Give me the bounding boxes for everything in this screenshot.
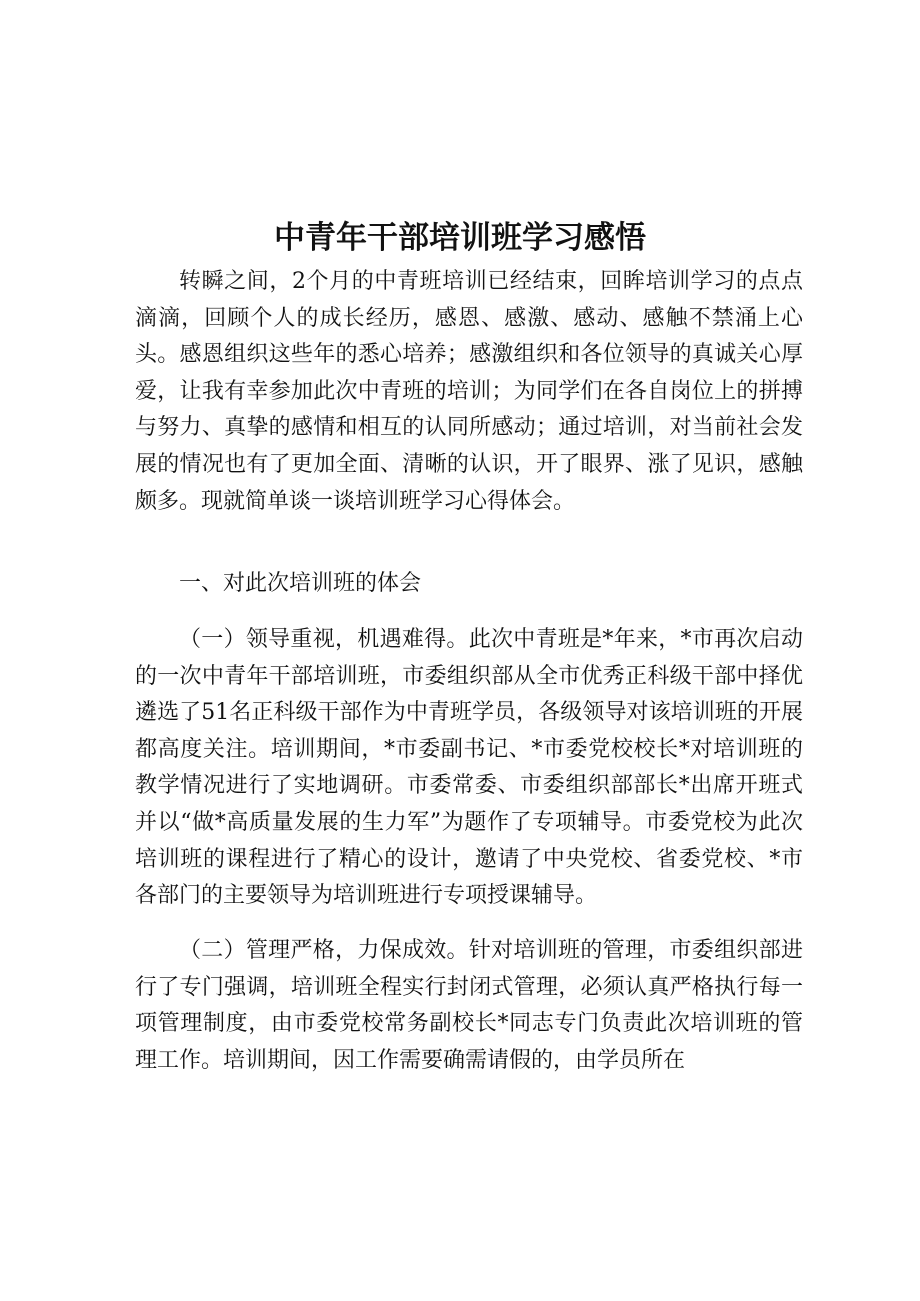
intro-paragraph: 转瞬之间，2个月的中青班培训已经结束，回眸培训学习的点点滴滴，回顾个人的成长经历，感恩、感激、感动、感触不禁涌上心头。感恩组织这些年的悉心培养；感激组织和各位领导的真诚关心厚爱，让我有幸参加此次中青班的培训；为同学们在各自岗位上的拼搏与努力、真挚的感情和相互的认同所感动；通过培训，对当前社会发展的情况也有了更加全面、清晰的认识，开了眼界、涨了见识，感触颇多。现就简单谈一谈培训班学习心得体会。 [135, 269, 803, 514]
subsection-paragraph-2: （二）管理严格，力保成效。针对培训班的管理，市委组织部进行了专门强调，培训班全程实行封闭式管理，必须认真严格执行每一项管理制度，由市委党校常务副校长*同志专门负责此次培训班的管理工作。培训期间，因工作需要确需请假的，由学员所在 [135, 938, 803, 1073]
document-title: 中青年干部培训班学习感悟 [274, 220, 646, 256]
section-heading: 一、对此次培训班的体会 [179, 571, 422, 596]
subsection-paragraph-1: （一）领导重视，机遇难得。此次中青班是*年来，*市再次启动的一次中青年干部培训班，市委组织部从全市优秀正科级干部中择优遴选了51名正科级干部作为中青班学员，各级领导对该培训班的开展都高度关注。培训期间，*市委副书记、*市委党校校长*对培训班的教学情况进行了实地调研。市委常委、市委组织部部长*出席开班式并以“做*高质量发展的生力军”为题作了专项辅导。市委党校为此次培训班的课程进行了精心的设计，邀请了中央党校、省委党校、*市各部门的主要领导为培训班进行专项授课辅导。 [135, 627, 803, 909]
